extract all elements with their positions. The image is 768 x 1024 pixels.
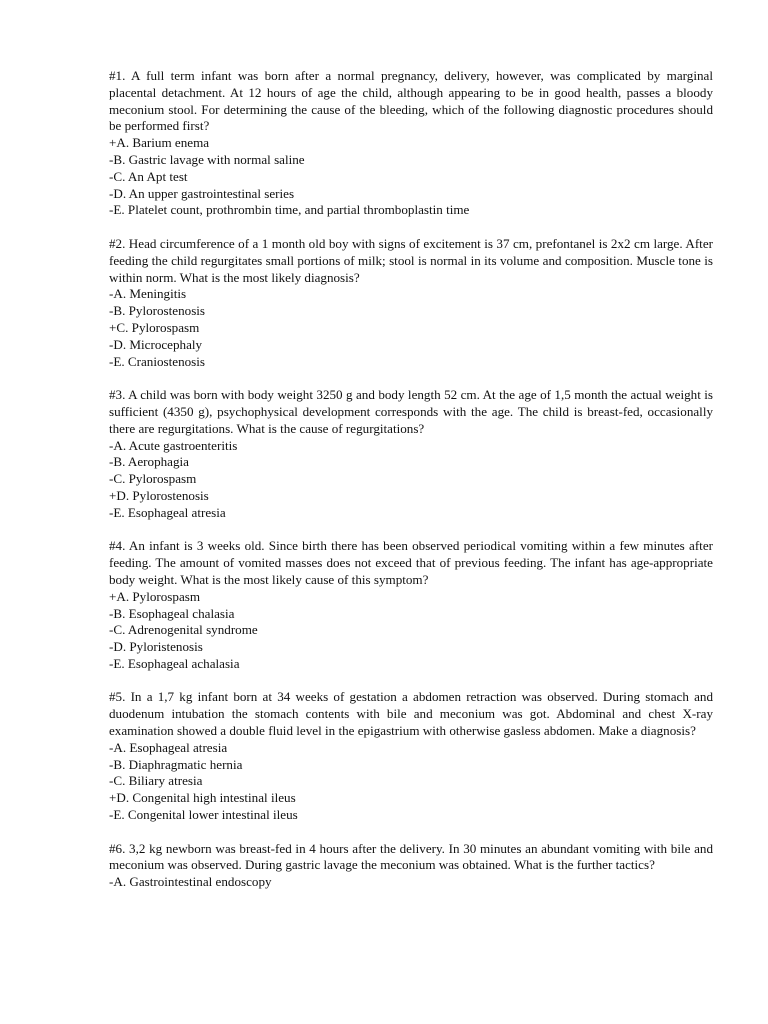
question-2-option-d: -D. Microcephaly bbox=[109, 336, 203, 352]
question-2-option-c: +C. Pylorospasm bbox=[109, 319, 200, 335]
question-6 bbox=[109, 841, 713, 891]
question-1-option-d: -D. An upper gastrointestinal series bbox=[109, 185, 295, 201]
question-4-options bbox=[109, 589, 713, 673]
question-4 bbox=[109, 538, 713, 672]
question-4-stem: #4. An infant is 3 weeks old. Since birth there has been observed periodical vomiting within a few minutes after feeding. The amount of vomited masses does not exceed that of previous feeding. The infant has age-appropriate body weight. What is the most likely cause of this symptom? bbox=[109, 538, 713, 587]
question-2 bbox=[109, 236, 713, 370]
question-3-option-a: -A. Acute gastroenteritis bbox=[109, 437, 238, 453]
question-3-option-e: -E. Esophageal atresia bbox=[109, 504, 226, 520]
question-2-options bbox=[109, 286, 713, 370]
question-4-option-d: -D. Pyloristenosis bbox=[109, 639, 203, 655]
question-3-options bbox=[109, 438, 713, 522]
question-5-option-a: -A. Esophageal atresia bbox=[109, 739, 228, 755]
question-3-option-d: +D. Pylorostenosis bbox=[109, 487, 209, 503]
question-6-option-a: -A. Gastrointestinal endoscopy bbox=[109, 874, 272, 890]
question-4-option-e: -E. Esophageal achalasia bbox=[109, 655, 240, 671]
question-1-options bbox=[109, 135, 713, 219]
question-5 bbox=[109, 689, 713, 823]
question-5-stem: #5. In a 1,7 kg infant born at 34 weeks of gestation a abdomen retraction was observed. During stomach and duodenum intubation the stomach contents with bile and meconium was got. Abdominal and chest X-ray examination showed a double fluid level in the epigastrium with otherwise gasless abdomen. Make a diagnosis? bbox=[109, 689, 713, 739]
question-5-option-e: -E. Congenital lower intestinal ileus bbox=[109, 807, 298, 823]
question-2-option-a: -A. Meningitis bbox=[109, 286, 187, 302]
question-2-option-e: -E. Craniostenosis bbox=[109, 353, 206, 369]
question-4-option-a: +A. Pylorospasm bbox=[109, 588, 201, 604]
question-3 bbox=[109, 387, 713, 521]
question-4-option-b: -B. Esophageal chalasia bbox=[109, 605, 235, 621]
question-3-stem: #3. A child was born with body weight 3250 g and body length 52 cm. At the age of 1,5 month the actual weight is sufficient (4350 g), psychophysical development corresponds with the age. The child is breast-fed, occasionally there are regurgitations. What is the cause of regurgitations? bbox=[109, 387, 713, 436]
document-page bbox=[109, 68, 713, 908]
question-6-stem: #6. 3,2 kg newborn was breast-fed in 4 hours after the delivery. In 30 minutes an abundant vomiting with bile and meconium was observed. During gastric lavage the meconium was obtained. What is the further tactics? bbox=[109, 840, 713, 873]
question-5-option-b: -B. Diaphragmatic hernia bbox=[109, 756, 243, 772]
question-2-option-b: -B. Pylorostenosis bbox=[109, 303, 206, 319]
question-1-option-a: +A. Barium enema bbox=[109, 135, 210, 151]
question-5-option-d: +D. Congenital high intestinal ileus bbox=[109, 790, 296, 806]
question-2-stem: #2. Head circumference of a 1 month old boy with signs of excitement is 37 cm, prefontanel is 2x2 cm large. After feeding the child regurgitates small portions of milk; stool is normal in its volume and composition. Muscle tone is within norm. What is the most likely diagnosis? bbox=[109, 235, 713, 285]
question-1-option-c: -C. An Apt test bbox=[109, 168, 188, 184]
question-1-option-e: -E. Platelet count, prothrombin time, and partial thromboplastin time bbox=[109, 202, 470, 218]
question-1-option-b: -B. Gastric lavage with normal saline bbox=[109, 151, 305, 167]
question-4-option-c: -C. Adrenogenital syndrome bbox=[109, 622, 258, 638]
question-5-option-c: -C. Biliary atresia bbox=[109, 773, 203, 789]
question-3-option-b: -B. Aerophagia bbox=[109, 454, 189, 470]
question-3-option-c: -C. Pylorospasm bbox=[109, 471, 197, 487]
question-1 bbox=[109, 68, 713, 219]
question-6-options bbox=[109, 874, 713, 891]
question-1-stem: #1. A full term infant was born after a normal pregnancy, delivery, however, was complicated by marginal placental detachment. At 12 hours of age the child, although appearing to be in good health, passes a bloody meconium stool. For determining the cause of the bleeding, which of the following diagnostic procedures should be performed first? bbox=[109, 68, 713, 134]
question-5-options bbox=[109, 740, 713, 824]
